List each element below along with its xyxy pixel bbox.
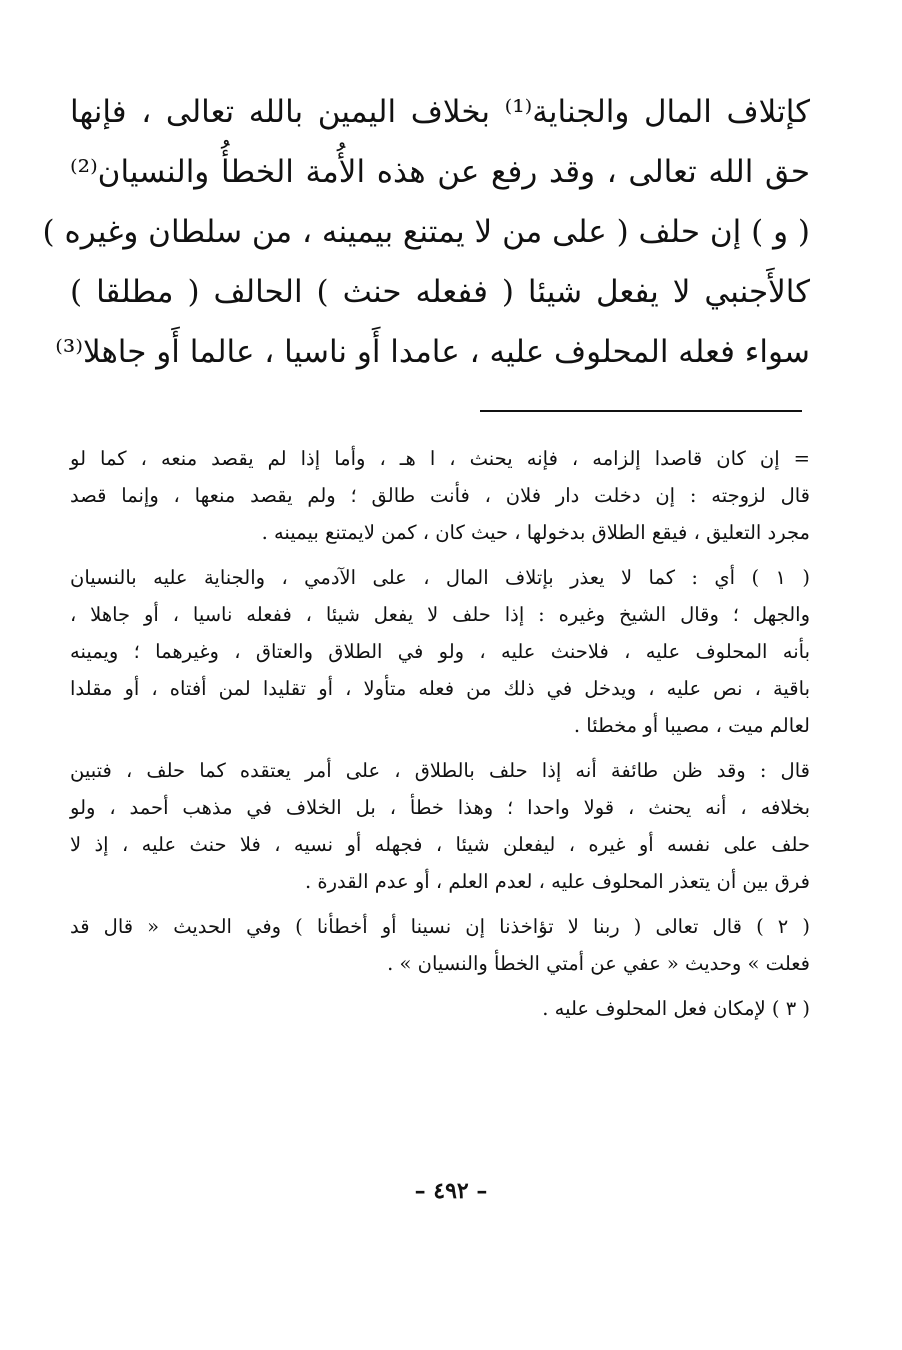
footnote-line: بأنه المحلوف عليه ، فلاحنث عليه ، ولو في الطلاق والعتاق ، وغيرهما ؛ ويمينه (70, 640, 810, 663)
footnote-line: بخلافه ، أنه يحنث ، قولا واحدا ؛ وهذا خطأ ، بل الخلاف في مذهب أحمد ، ولو (70, 796, 810, 819)
footnote-line: قال لزوجته : إن دخلت دار فلان ، فأنت طالق ؛ ولم يقصد منعها ، وإنما قصد (70, 484, 810, 507)
footnote-3 (70, 990, 810, 1027)
main-text-line: كإتلاف المال والجناية⁽¹⁾ بخلاف اليمين بالله تعالى ، فإنها (70, 94, 810, 130)
footnote-line: والجهل ؛ وقال الشيخ وغيره : إذا حلف لا يفعل شيئا ، ففعله ناسيا ، أو جاهلا ، (70, 603, 810, 626)
footnote-2 (70, 908, 810, 982)
footnote-continuation (70, 440, 810, 551)
footnote-line: لعالم ميت ، مصيبا أو مخطئا . (573, 714, 810, 737)
footnote-line: مجرد التعليق ، فيقع الطلاق بدخولها ، حيث كان ، كمن لايمتنع بيمينه . (261, 521, 810, 544)
footnote-line: باقية ، نص عليه ، ويدخل في ذلك من فعله متأولا ، أو تقليدا لمن أفتاه ، أو مقلدا (70, 677, 810, 700)
footnote-1 (70, 559, 810, 744)
main-text (42, 82, 810, 382)
main-text-line: ( و ) إن حلف ( على من لا يمتنع بيمينه ، من سلطان وغيره ) (42, 214, 810, 250)
main-text-line: سواء فعله المحلوف عليه ، عامدا أَو ناسيا ، عالما أَو جاهلا⁽³⁾ (55, 334, 810, 370)
footnote-divider (480, 410, 802, 412)
footnote-line: فعلت » وحديث « عفي عن أمتي الخطأ والنسيان » . (387, 952, 810, 975)
footnote-line: فرق بين أن يتعذر المحلوف عليه ، لعدم العلم ، أو عدم القدرة . (305, 870, 810, 893)
footnote-line: حلف على نفسه أو غيره ، ليفعلن شيئا ، فجهله أو نسيه ، فلا حنث عليه ، إذ لا (70, 833, 810, 856)
footnote-1-continued (70, 752, 810, 900)
footnotes (70, 440, 810, 1035)
footnote-line: = إن كان قاصدا إلزامه ، فإنه يحنث ، ا هـ ، وأما إذا لم يقصد منعه ، كما لو (70, 447, 810, 470)
footnote-line: قال : وقد ظن طائفة أنه إذا حلف بالطلاق ، على أمر يعتقده كما حلف ، فتبين (70, 759, 810, 782)
footnote-line: ( ١ ) أي : كما لا يعذر بإتلاف المال ، على الآدمي ، والجناية عليه بالنسيان (70, 566, 810, 589)
page-number: – ٤٩٢ – (414, 1178, 488, 1204)
main-text-line: حق الله تعالى ، وقد رفع عن هذه الأُمة الخطأُ والنسيان⁽²⁾ (70, 154, 810, 190)
footnote-line: ( ٣ ) لإمكان فعل المحلوف عليه . (542, 997, 810, 1020)
main-text-line: كالأَجنبي لا يفعل شيئا ( ففعله حنث ) الحالف ( مطلقا ) (70, 274, 810, 310)
footnote-line: ( ٢ ) قال تعالى ( ربنا لا تؤاخذنا إن نسينا أو أخطأنا ) وفي الحديث « قال قد (70, 915, 810, 938)
